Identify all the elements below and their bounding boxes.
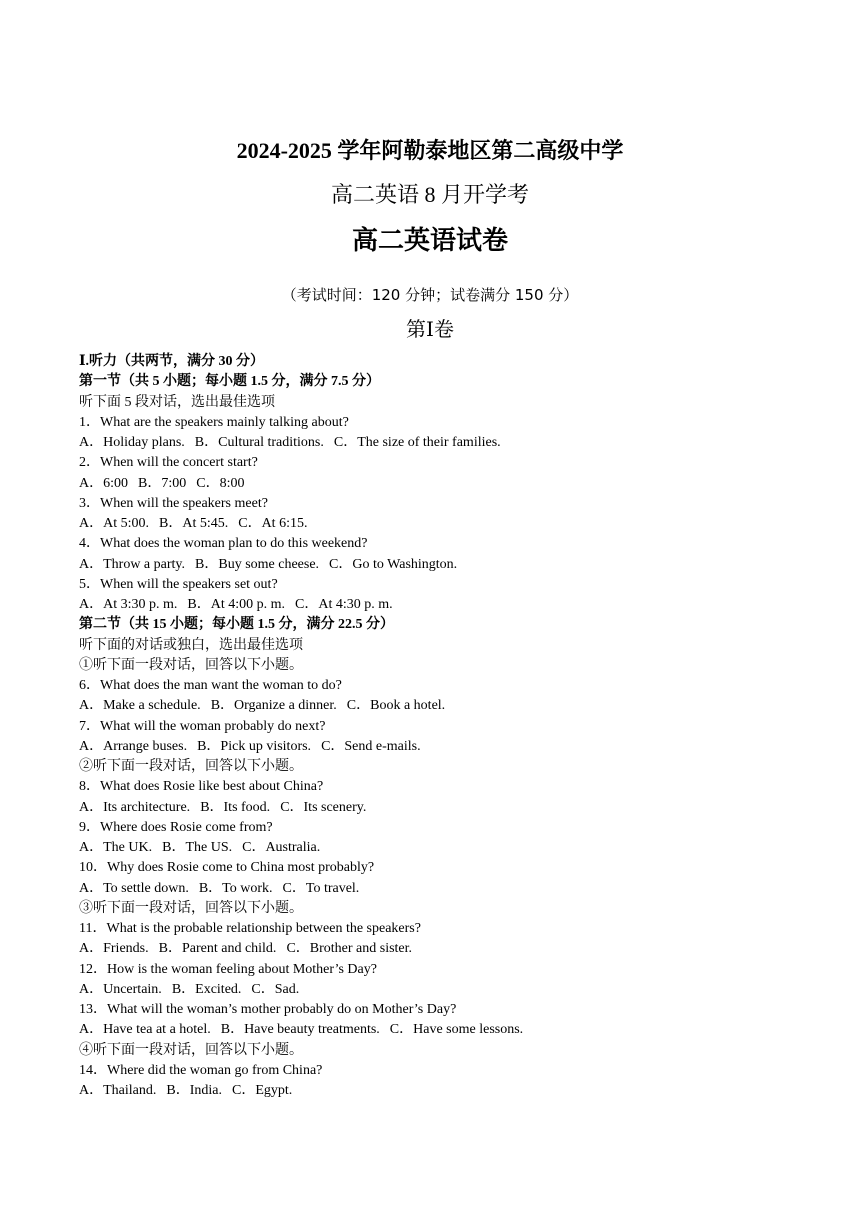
section2-title: 第二节（共 15 小题；每小题 1.5 分，满分 22.5 分） (79, 617, 394, 633)
school-title: 2024-2025 学年阿勒泰地区第二高级中学 (236, 138, 624, 163)
question-4-stem: 4．What does the woman plan to do this weekend? (79, 536, 368, 552)
question-1-stem: 1．What are the speakers mainly talking about? (79, 414, 349, 430)
option-b: B．7:00 (138, 475, 187, 491)
option-b: B．India. (166, 1083, 222, 1098)
option-b: B．Its food. (200, 799, 271, 815)
option-a: A．Arrange buses. (79, 738, 188, 754)
option-b: B．To work. (198, 880, 273, 896)
question-2-stem: 2．When will the concert start? (79, 455, 258, 471)
question-3-options (79, 514, 799, 534)
group-3-instruction: ③听下面一段对话，回答以下小题。 (79, 900, 303, 916)
question-6-options (79, 696, 799, 716)
option-c: C．8:00 (196, 475, 245, 491)
question-9-options (79, 838, 799, 858)
option-a: A．The UK. (79, 840, 153, 855)
question-4-options (79, 555, 799, 575)
question-11-options (79, 939, 799, 959)
question-13-stem: 13．What will the woman’s mother probably do on Mother’s Day? (79, 1002, 457, 1017)
question-7-options (79, 737, 799, 757)
option-c: C．Australia. (242, 840, 321, 855)
question-14-options (79, 1081, 799, 1101)
option-c: C．Send e-mails. (321, 738, 421, 754)
option-a: A．Uncertain. (79, 981, 162, 997)
option-c: C．To travel. (282, 880, 360, 896)
option-c: C．Egypt. (231, 1083, 293, 1098)
volume-heading: 第Ⅰ卷 (406, 319, 454, 341)
option-a: A．At 3:30 p. m. (79, 597, 178, 612)
option-b: B．Parent and child. (158, 941, 277, 957)
option-c: C．Book a hotel. (346, 698, 446, 714)
question-10-stem: 10．Why does Rosie come to China most probably? (79, 860, 375, 876)
group-4-instruction: ④听下面一段对话，回答以下小题。 (79, 1042, 303, 1058)
option-b: B．Pick up visitors. (197, 738, 312, 754)
section1-instruction: 听下面 5 段对话，选出最佳选项 (79, 394, 275, 410)
question-1-options (79, 433, 799, 453)
option-c: C．Brother and sister. (286, 941, 413, 957)
question-7-stem: 7．What will the woman probably do next? (79, 718, 326, 734)
option-a: A．Its architecture. (79, 799, 191, 815)
exam-info: （考试时间：120 分钟；试卷满分 150 分） (281, 286, 579, 304)
option-b: B．Buy some cheese. (195, 556, 320, 572)
question-12-stem: 12．How is the woman feeling about Mother’s Day? (79, 961, 377, 977)
option-b: B．Cultural traditions. (194, 435, 324, 450)
question-13-options (79, 1020, 799, 1040)
option-a: A．To settle down. (79, 880, 189, 896)
option-a: A．Have tea at a hotel. (79, 1022, 211, 1038)
question-8-options (79, 798, 799, 818)
question-5-stem: 5．When will the speakers set out? (79, 576, 278, 592)
question-3-stem: 3．When will the speakers meet? (79, 495, 268, 511)
question-5-options (79, 595, 799, 615)
option-c: C．At 4:30 p. m. (295, 597, 393, 612)
option-c: C．At 6:15. (238, 516, 308, 531)
exam-name: 高二英语 8 月开学考 (330, 182, 529, 207)
option-a: A．6:00 (79, 475, 128, 491)
section1-title: 第一节（共 5 小题；每小题 1.5 分，满分 7.5 分） (79, 374, 380, 390)
question-12-options (79, 980, 799, 1000)
option-a: A．Holiday plans. (79, 435, 185, 450)
option-c: C．Sad. (251, 981, 300, 997)
section2-instruction: 听下面的对话或独白，选出最佳选项 (79, 637, 303, 653)
option-a: A．Make a schedule. (79, 698, 201, 714)
questions-content (79, 352, 799, 1101)
option-b: B．Have beauty treatments. (220, 1022, 380, 1038)
option-b: B．Organize a dinner. (210, 698, 337, 714)
question-10-options (79, 879, 799, 899)
option-a: A．Throw a party. (79, 556, 186, 572)
option-a: A．At 5:00. (79, 516, 149, 531)
option-c: C．Go to Washington. (329, 556, 458, 572)
question-8-stem: 8．What does Rosie like best about China? (79, 779, 324, 795)
question-11-stem: 11．What is the probable relationship between the speakers? (79, 921, 421, 936)
option-c: C．Have some lessons. (389, 1022, 524, 1038)
option-c: C．The size of their families. (333, 435, 501, 450)
option-c: C．Its scenery. (280, 799, 367, 815)
question-6-stem: 6．What does the man want the woman to do? (79, 678, 342, 693)
option-a: A．Friends. (79, 941, 149, 957)
option-b: B．The US. (162, 840, 233, 855)
question-9-stem: 9．Where does Rosie come from? (79, 819, 273, 835)
group-2-instruction: ②听下面一段对话，回答以下小题。 (79, 759, 303, 774)
question-14-stem: 14．Where did the woman go from China? (79, 1062, 323, 1078)
part1-title: Ⅰ.听力（共两节，满分 30 分） (79, 354, 265, 369)
option-b: B．At 5:45. (159, 516, 229, 531)
question-2-options (79, 474, 799, 494)
paper-title: 高二英语试卷 (351, 226, 508, 255)
option-a: A．Thailand. (79, 1083, 157, 1098)
option-b: B．At 4:00 p. m. (187, 597, 286, 612)
group-1-instruction: ①听下面一段对话，回答以下小题。 (79, 657, 303, 673)
option-b: B．Excited. (171, 981, 242, 997)
